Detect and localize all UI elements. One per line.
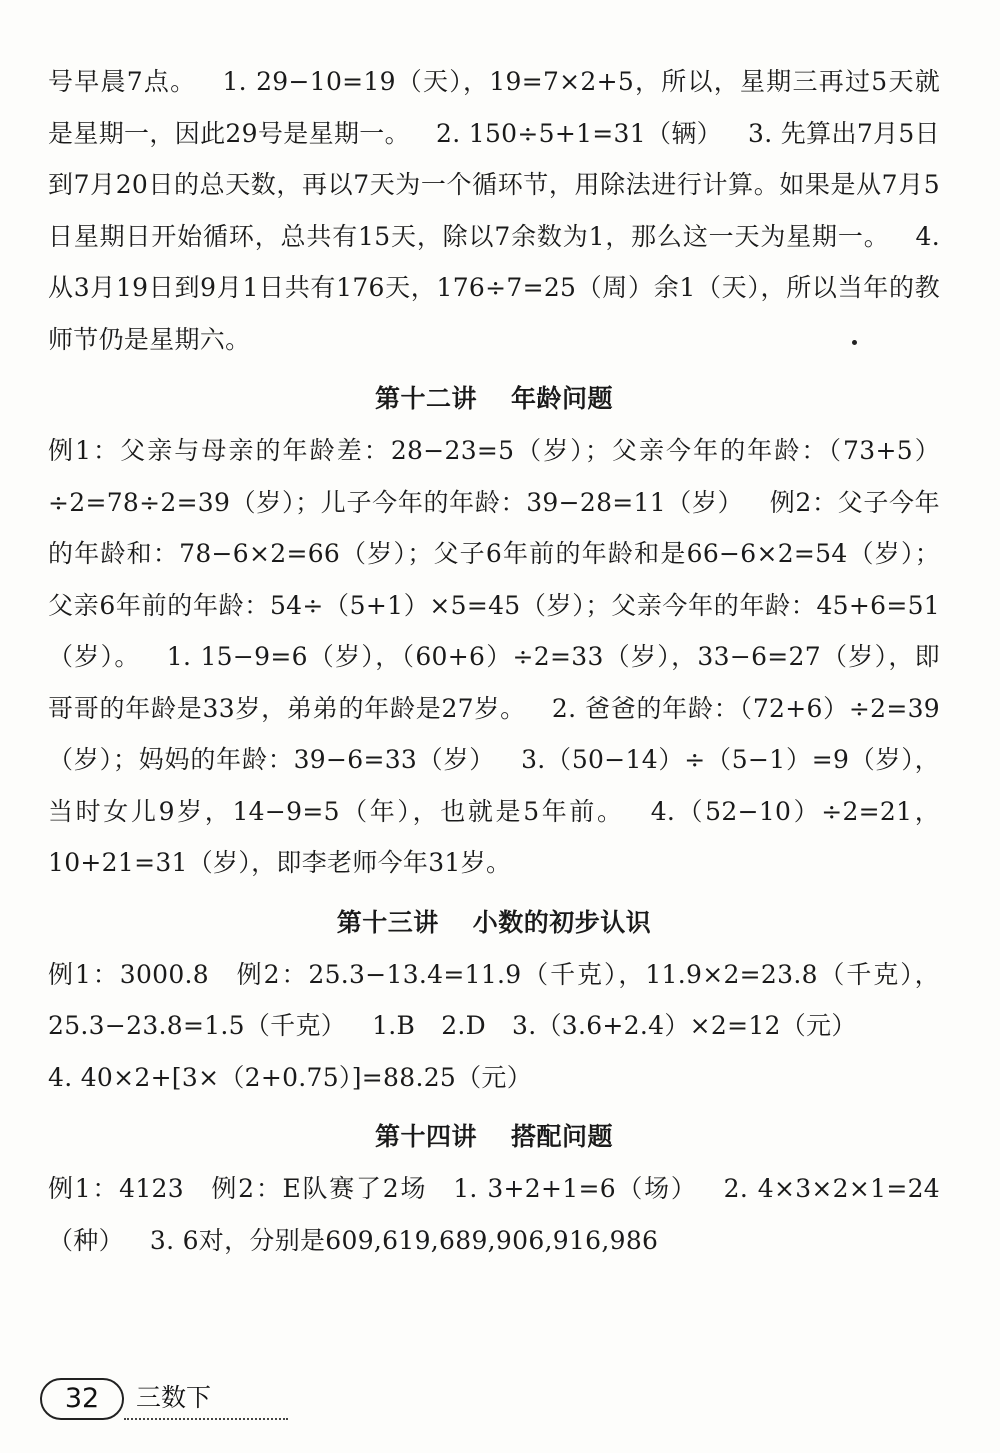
answer-2: 2.D (441, 1011, 487, 1040)
intro-line: 号早晨7点。 (48, 67, 197, 96)
section-number: 第十三讲 (336, 907, 439, 937)
answer-example-1: 例1：4123 (48, 1174, 184, 1203)
answer-2: 2. 4×3×2×1=24（种） (48, 1174, 940, 1255)
footer-divider (124, 1418, 288, 1420)
section-title: 年龄问题 (511, 384, 614, 413)
section-heading-13 (48, 903, 940, 943)
answer-3: 3. 6对，分别是609,619,689,906,916,986 (149, 1225, 659, 1255)
section-number: 第十二讲 (374, 384, 477, 413)
answer-1: 1. 15−9=6（岁），（60+6）÷2=33（岁），33−6=27（岁），即哥哥的年龄是33岁，弟弟的年龄是27岁。 (48, 642, 940, 723)
answer-example-2: 例2：父子今年的年龄和：78−6×2=66（岁）；父子6年前的年龄和是66−6×2=54（岁）；父亲6年前的年龄：54÷（5+1）×5=45（岁）；父亲今年的年龄：45+6=51（岁）。 (48, 487, 940, 671)
intro-answer-1: 1. 29−10=19（天），19=7×2+5，所以，星期三再过5天就是星期一，因此29号是星期一。 (48, 67, 940, 148)
answer-3: 3.（3.6+2.4）×2=12（元） (512, 1011, 857, 1040)
section-13-answers (48, 949, 940, 1052)
answer-example-2: 例2：25.3−13.4=11.9（千克），11.9×2=23.8（千克），25.3−23.8=1.5（千克） (48, 959, 940, 1040)
section-title: 小数的初步认识 (472, 907, 652, 937)
section-12-answers (48, 425, 940, 889)
answer-example-1: 例1：父亲与母亲的年龄差：28−23=5（岁）；父亲今年的年龄：（73+5）÷2=78÷2=39（岁）；儿子今年的年龄：39−28=11（岁） (48, 436, 940, 517)
section-14-answers (48, 1163, 940, 1266)
answer-3: 3.（50−14）÷（5−1）=9（岁），当时女儿9岁，14−9=5（年），也就是5年前。 (48, 745, 940, 826)
answer-1: 1.B (372, 1011, 416, 1040)
section-heading-12 (48, 379, 940, 419)
answer-content (48, 56, 940, 1266)
answer-example-2: 例2：E队赛了2场 (209, 1174, 428, 1203)
answer-2: 2. 爸爸的年龄：（72+6）÷2=39（岁）；妈妈的年龄：39−6=33（岁） (48, 693, 941, 774)
intro-answer-3: 3. 先算出7月5日到7月20日的总天数，再以7天为一个循环节，用除法进行计算。如果是从7月5日星期日开始循环，总共有15天，除以7余数为1，那么这一天为星期一。 (48, 118, 940, 251)
intro-answer-4: 4. 从3月19日到9月1日共有176天，176÷7=25（周）余1（天），所以当年的教师节仍是星期六。 (48, 221, 940, 354)
page-number: 32 (40, 1378, 124, 1420)
page-footer (40, 1378, 300, 1422)
intro-answer-2: 2. 150÷5+1=31（辆） (436, 118, 723, 148)
section-number: 第十四讲 (374, 1122, 477, 1151)
answer-1: 1. 3+2+1=6（场） (453, 1174, 698, 1203)
answer-example-1: 例1：3000.8 (48, 959, 210, 989)
section-title: 搭配问题 (511, 1122, 614, 1151)
answer-4: 4. 40×2+[3×（2+0.75）]=88.25（元） (48, 1062, 533, 1092)
section-heading-14 (48, 1117, 940, 1157)
answer-4: 4.（52−10）÷2=21，10+21=31（岁），即李老师今年31岁。 (48, 796, 940, 877)
intro-paragraph (48, 56, 940, 365)
book-label: 三数下 (136, 1383, 212, 1412)
section-13-answer-4 (48, 1052, 940, 1104)
stray-dot (852, 340, 857, 345)
